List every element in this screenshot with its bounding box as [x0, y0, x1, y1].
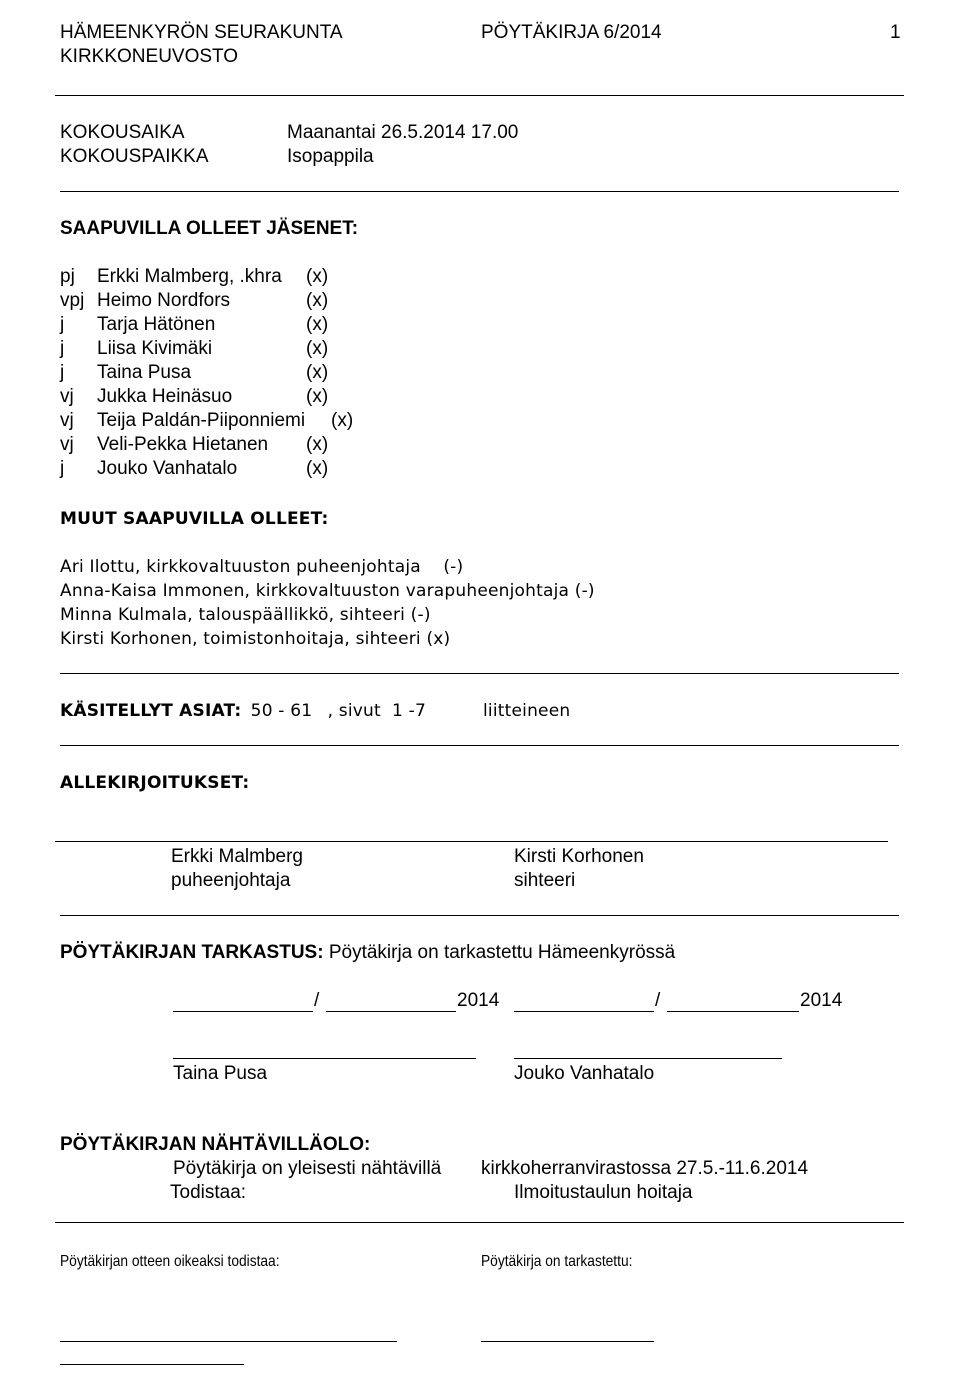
organization-name: HÄMEENKYRÖN SEURAKUNTA — [60, 22, 343, 43]
other-attendee: Kirsti Korhonen, toimistonhoitaja, sihteeri (x) — [60, 629, 451, 649]
handled-label: KÄSITELLYT ASIAT: — [60, 701, 242, 721]
member-role: j — [60, 458, 65, 479]
member-row — [0, 409, 960, 433]
footer-left-label: Pöytäkirjan otteen oikeaksi todistaa: — [60, 1253, 280, 1270]
meeting-divider — [60, 191, 899, 192]
member-row — [0, 361, 960, 385]
reviewer2-signature-line — [514, 1058, 782, 1059]
display-line2-right: Ilmoitustaulun hoitaja — [514, 1182, 693, 1203]
members-heading: SAAPUVILLA OLLEET JÄSENET: — [60, 218, 359, 239]
member-name: Jouko Vanhatalo — [97, 458, 238, 479]
member-attendance: (x) — [306, 362, 329, 383]
member-attendance: (x) — [306, 290, 329, 311]
display-heading: PÖYTÄKIRJAN NÄHTÄVILLÄOLO: — [60, 1134, 371, 1155]
review-statement — [60, 941, 675, 965]
signatures-divider — [60, 915, 899, 916]
reviewer1-signature-line — [173, 1058, 476, 1059]
member-name: Tarja Hätönen — [97, 314, 216, 335]
display-line2-left: Todistaa: — [170, 1182, 247, 1203]
member-name: Liisa Kivimäki — [97, 338, 213, 359]
other-attendee: Ari Ilottu, kirkkovaltuuston puheenjohtaja (-) — [60, 557, 464, 577]
display-line1-right: kirkkoherranvirastossa 27.5.-11.6.2014 — [481, 1158, 809, 1179]
member-name: Heimo Nordfors — [97, 290, 231, 311]
footer-right-label: Pöytäkirja on tarkastettu: — [481, 1253, 633, 1270]
member-role: j — [60, 314, 65, 335]
handled-range: 50 - 61 — [250, 701, 313, 721]
review-date-blank-2b — [667, 1011, 799, 1012]
other-attendee: Minna Kulmala, talouspäällikkö, sihteeri (-) — [60, 605, 431, 625]
member-role: vj — [60, 434, 74, 455]
member-attendance: (x) — [306, 266, 329, 287]
reviewer1-name: Taina Pusa — [173, 1063, 268, 1084]
member-row — [0, 337, 960, 361]
member-attendance: (x) — [306, 434, 329, 455]
review-date-slash-1: / — [314, 990, 320, 1011]
footer-signature-line-bottom — [60, 1364, 244, 1365]
chair-name: Erkki Malmberg — [171, 846, 303, 867]
review-date-blank-1a — [173, 1011, 313, 1012]
handled-attachments: liitteineen — [483, 701, 571, 721]
page-number: 1 — [890, 22, 901, 43]
header-divider — [55, 95, 904, 96]
member-role: vj — [60, 410, 74, 431]
member-role: j — [60, 338, 65, 359]
member-attendance: (x) — [306, 314, 329, 335]
member-name: Teija Paldán-Piiponniemi — [97, 410, 306, 431]
footer-signature-line-right — [481, 1341, 654, 1342]
secretary-name: Kirsti Korhonen — [514, 846, 644, 867]
review-label: PÖYTÄKIRJAN TARKASTUS: — [60, 942, 324, 963]
review-date-blank-1b — [326, 1011, 456, 1012]
document-title: PÖYTÄKIRJA 6/2014 — [481, 22, 662, 43]
handled-pages: , sivut 1 -7 — [327, 701, 427, 721]
secretary-title: sihteeri — [514, 870, 576, 891]
others-heading: MUUT SAAPUVILLA OLLEET: — [60, 509, 329, 529]
review-date-blank-2a — [514, 1011, 654, 1012]
display-divider — [55, 1222, 904, 1223]
review-date-year-1: 2014 — [457, 990, 500, 1011]
member-role: pj — [60, 266, 75, 287]
review-date-slash-2: / — [655, 990, 661, 1011]
display-line1-left: Pöytäkirja on yleisesti nähtävillä — [173, 1158, 442, 1179]
meeting-time-value: Maanantai 26.5.2014 17.00 — [287, 122, 519, 143]
handled-divider — [60, 745, 899, 746]
review-date-year-2: 2014 — [800, 990, 843, 1011]
member-row — [0, 457, 960, 481]
meeting-place-value: Isopappila — [287, 146, 374, 167]
signatures-heading: ALLEKIRJOITUKSET: — [60, 773, 250, 793]
signature-line — [55, 841, 888, 842]
member-row — [0, 289, 960, 313]
member-row — [0, 385, 960, 409]
member-name: Erkki Malmberg, .khra — [97, 266, 282, 287]
member-attendance: (x) — [306, 386, 329, 407]
member-name: Jukka Heinäsuo — [97, 386, 233, 407]
member-attendance: (x) — [306, 338, 329, 359]
member-row — [0, 265, 960, 289]
member-name: Taina Pusa — [97, 362, 192, 383]
reviewer2-name: Jouko Vanhatalo — [514, 1063, 655, 1084]
footer-signature-line-left — [60, 1341, 397, 1342]
others-divider — [60, 673, 899, 674]
member-row — [0, 433, 960, 457]
chair-title: puheenjohtaja — [171, 870, 291, 891]
review-text: Pöytäkirja on tarkastettu Hämeenkyrössä — [328, 942, 676, 963]
member-name: Veli-Pekka Hietanen — [97, 434, 269, 455]
governing-body: KIRKKONEUVOSTO — [60, 46, 239, 67]
member-role: vj — [60, 386, 74, 407]
member-row — [0, 313, 960, 337]
member-role: vpj — [60, 290, 85, 311]
member-attendance: (x) — [331, 410, 354, 431]
member-attendance: (x) — [306, 458, 329, 479]
meeting-time-label: KOKOUSAIKA — [60, 122, 185, 143]
handled-matters — [60, 699, 426, 723]
meeting-place-label: KOKOUSPAIKKA — [60, 146, 209, 167]
other-attendee: Anna-Kaisa Immonen, kirkkovaltuuston varapuheenjohtaja (-) — [60, 581, 595, 601]
member-role: j — [60, 362, 65, 383]
